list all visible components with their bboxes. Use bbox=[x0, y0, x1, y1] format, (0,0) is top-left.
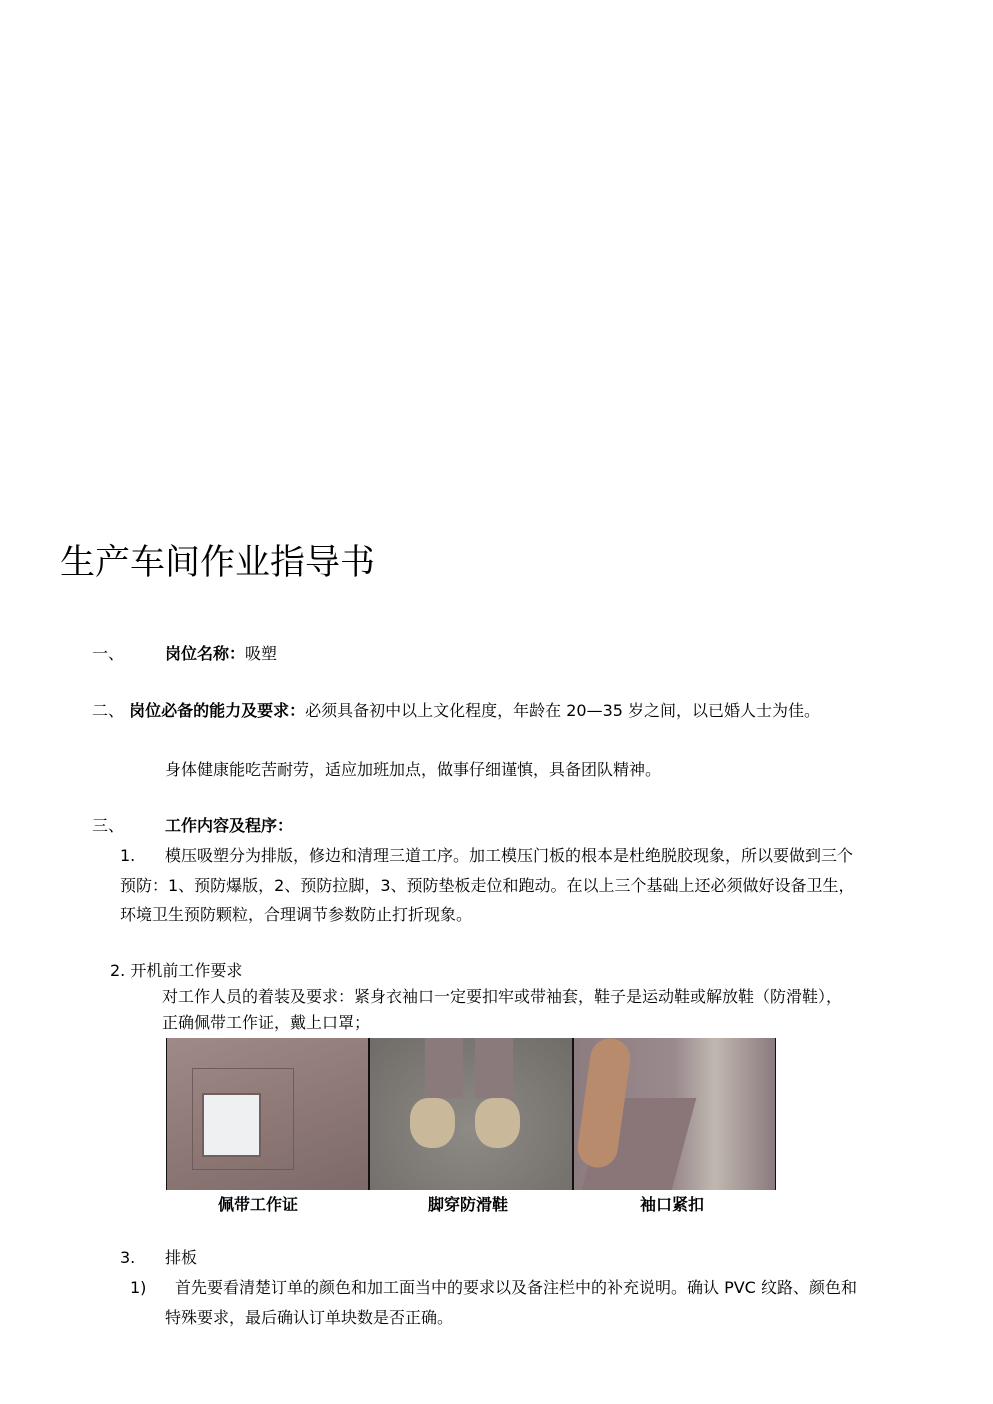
section-1-value: 吸塑 bbox=[245, 644, 278, 663]
section-1 bbox=[165, 644, 277, 664]
item-3-label: 排板 bbox=[165, 1248, 198, 1267]
photo-anti-slip-shoes bbox=[370, 1038, 571, 1190]
attire-photos bbox=[166, 1038, 776, 1190]
item-2-line: 对工作人员的着装及要求：紧身衣袖口一定要扣牢或带袖套，鞋子是运动鞋或解放鞋（防滑鞋）， bbox=[162, 987, 843, 1006]
item-1-number: 1. bbox=[120, 846, 136, 865]
caption-anti-slip-shoes: 脚穿防滑鞋 bbox=[428, 1195, 509, 1214]
item-1-line: 预防：1、预防爆版，2、预防拉脚，3、预防垫板走位和跑动。在以上三个基础上还必须做好设备卫生， bbox=[120, 876, 855, 895]
section-3-number: 三、 bbox=[92, 816, 125, 835]
section-2-value: 必须具备初中以上文化程度，年龄在 20—35 岁之间，以已婚人士为佳。 bbox=[305, 701, 821, 720]
photo-work-badge bbox=[167, 1038, 368, 1190]
photo-cuff-fastened bbox=[574, 1038, 775, 1190]
section-2-number: 二、 bbox=[92, 701, 125, 720]
item-3-sub-number: 1) bbox=[130, 1278, 147, 1297]
section-2-label: 岗位必备的能力及要求： bbox=[129, 701, 306, 720]
item-1-line: 环境卫生预防颗粒，合理调节参数防止打折现象。 bbox=[120, 905, 473, 924]
item-2-heading: 2. 开机前工作要求 bbox=[110, 961, 243, 980]
section-1-number: 一、 bbox=[92, 644, 125, 663]
item-2-line: 正确佩带工作证，戴上口罩； bbox=[162, 1013, 371, 1032]
item-3-sub-line: 特殊要求，最后确认订单块数是否正确。 bbox=[165, 1308, 454, 1327]
page-title: 生产车间作业指导书 bbox=[60, 543, 376, 583]
item-3-sub-line: 首先要看清楚订单的颜色和加工面当中的要求以及备注栏中的补充说明。确认 PVC 纹路、颜色和 bbox=[175, 1278, 857, 1297]
item-1-line: 模压吸塑分为排版，修边和清理三道工序。加工模压门板的根本是杜绝脱胶现象，所以要做到三个 bbox=[165, 846, 854, 865]
section-1-label: 岗位名称： bbox=[165, 644, 246, 663]
section-2-line-2: 身体健康能吃苦耐劳，适应加班加点，做事仔细谨慎，具备团队精神。 bbox=[165, 760, 662, 779]
section-3-label: 工作内容及程序： bbox=[165, 816, 294, 835]
item-3-number: 3. bbox=[120, 1248, 136, 1267]
caption-cuff-fastened: 袖口紧扣 bbox=[640, 1195, 705, 1214]
section-2 bbox=[92, 701, 820, 721]
caption-work-badge: 佩带工作证 bbox=[218, 1195, 299, 1214]
